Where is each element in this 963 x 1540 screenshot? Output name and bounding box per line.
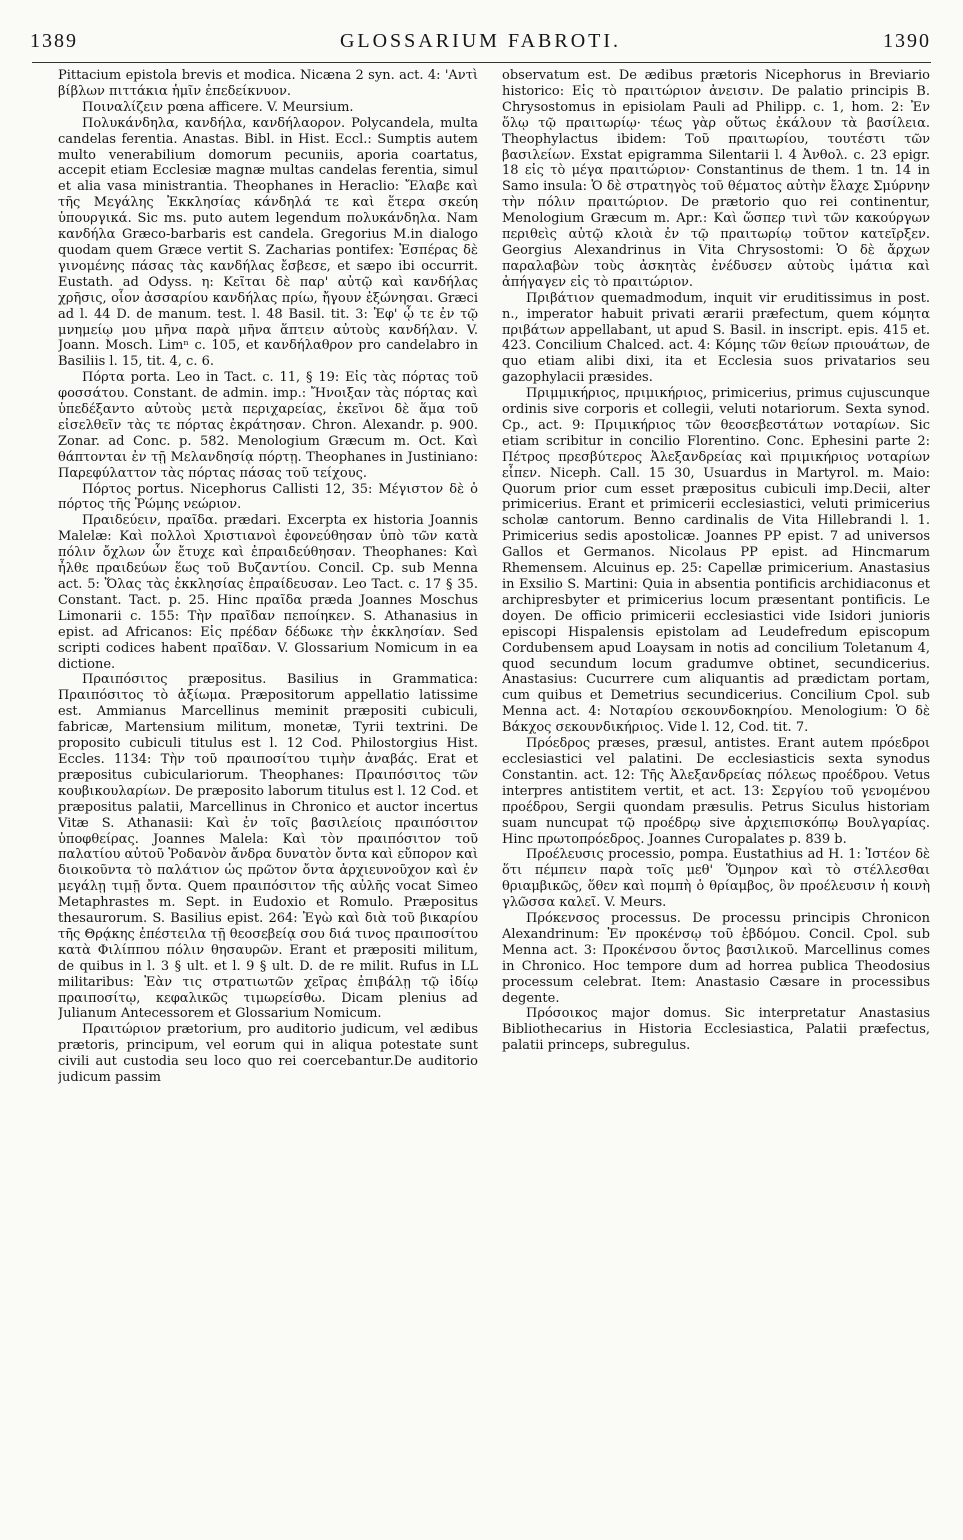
right-column xyxy=(502,68,930,1528)
glossary-entry: Πραιτώριον prætorium, pro auditorio judicum, vel ædibus prætoris, principum, vel eorum qui in aliqua potestate sunt civili aut custodia seu loco quo rei coercebantur.De auditorio judicum passim xyxy=(58,1022,478,1086)
glossary-entry: Προέλευσις processio, pompa. Eustathius ad H. 1: Ἰστέον δὲ ὅτι πέμπειν παρὰ τοῖς μεθ' Ὅμηρον καὶ τὸ στέλλεσθαι θριαμβικῶς, ὅθεν καὶ πομπὴ ὁ θρίαμβος, ὃν προέλευσιν ἡ κοινὴ γλῶσσα καλεῖ. V. Meurs. xyxy=(502,847,930,911)
page-number-right: 1390 xyxy=(883,30,931,52)
glossary-entry: Ποιναλίζειν pœna afficere. V. Meursium. xyxy=(82,99,354,115)
glossary-entry: Πόρτα porta. Leo in Tact. c. 11, § 19: Εἰς τὰς πόρτας τοῦ φοσσάτου. Constant. de admin. imp.: Ἤνοιξαν τὰς πόρτας καὶ ὑπεδέξαντο αὐτοὺς μετὰ περιχαρείας, ἐκεῖνοι δὲ ἅμα τοῦ εἰσελθεῖν τὰς τε πόρτας ἐκράτησαν. Chron. Alexandr. p. 900. Zonar. ad Conc. p. 582. Menologium Græcum m. Oct. Καὶ θάπτονται ἐν τῇ Μελανδησίᾳ πόρτῃ. Theophanes in Justiniano: Παρεφύλαττον τὰς πόρτας πάσας τοῦ τείχους. xyxy=(58,370,478,481)
page-number-left: 1389 xyxy=(30,30,78,52)
left-column xyxy=(58,68,478,1528)
glossary-entry: Πρόκενσος processus. De processu principis Chronicon Alexandrinum: Ἐν προκένσῳ τοῦ ἑβδόμου. Concil. Cpol. sub Menna act. 3: Προκένσου ὄντος βασιλικοῦ. Marcellinus comes in Chronico. Hoc tempore dum ad horrea publica Theodosius processum celebrat. Item: Anastasio Cæsare in processibus degente. xyxy=(502,911,930,1006)
glossary-entry: Πριμμικήριος, πριμικήριος, primicerius, primus cujuscunque ordinis sive corporis et collegii, veluti notariorum. Sexta synod. Cp., act. 9: Πριμικήριος τῶν θεοσεβεστάτων νοταρίων. Sic etiam scribitur in concilio Florentino. Conc. Ephesini parte 2: Πέτρος πρεσβύτερος Ἀλεξανδρείας καὶ πριμικήριος νοταρίων εἶπεν. Niceph. Call. 15 30, Usuardus in Martyrol. m. Maio: Quorum prior cum esset præpositus cubiculi imp.Decii, alter primicerius. Erant et primicerii ecclesiastici, veluti primicerius scholæ cantorum. Benno cardinalis de Vita Hillebrandi l. 1. Primicerius sedis apostolicæ. Joannes PP epist. 7 ad universos Gallos et Germanos. Nicolaus PP epist. ad Hincmarum Rhemensem. Alcuinus ep. 25: Capellæ primicerium. Anastasius in Exsilio S. Martini: Quia in absentia pontificis archidiaconus et archipresbyter et primicerius locum præsentant pontificis. Le doyen. De officio primicerii ecclesiastici vide Isidori junioris episcopi Hispalensis epistolam ad Leudefredum episcopum Cordubensem apud Loaysam in notis ad concilium Toletanum 4, quod secundum locum gradumve obtinet, secundicerius. Anastasius: Cucurrere cum aliquantis ad prædictam portam, cum quibus et Demetrius secundicerius. Concilium Cpol. sub Menna act. 4: Νοταρίου σεκουνδοκηρίου. Menologium: Ὁ δὲ Βάκχος σεκουνδικήριος. Vide l. 12, Cod. tit. 7. xyxy=(502,386,930,736)
header-rule xyxy=(32,62,931,63)
glossary-entry: Pittacium epistola brevis et modica. Nicæna 2 syn. act. 4: 'Αντὶ βίβλων πιττάκια ἡμῖν ἐπεδείκνυον. xyxy=(58,68,478,99)
glossary-entry: Πραιδεύειν, πραῖδα. prædari. Excerpta ex historia Joannis Malelæ: Καὶ πολλοὶ Χριστιανοὶ ἐφονεύθησαν ὑπὸ τῶν κατὰ πόλιν ὄχλων ὧν ἔτυχε καὶ ἐπραιδεύθησαν. Theophanes: Καὶ ἦλθε πραιδεύων ἕως τοῦ Βυζαντίου. Concil. Cp. sub Menna act. 5: Ὅλας τὰς ἐκκλησίας ἐπραίδευσαν. Leo Tact. c. 17 § 35. Constant. Tact. p. 25. Hinc πραῖδα præda Joannes Moschus Limonarii c. 155: Τὴν πραῖδαν πεποίηκεν. S. Athanasius in epist. ad Africanos: Εἰς πρέδαν δέδωκε τὴν ἐκκλησίαν. Sed scripti codices habent πραῖδαν. V. Glossarium Nomicum in ea dictione. xyxy=(58,513,478,672)
glossary-entry: Πρόεδρος præses, præsul, antistes. Erant autem πρόεδροι ecclesiastici vel palatini. De ecclesiasticis sexta synodus Constantin. act. 12: Τῆς Ἀλεξανδρείας πόλεως προέδρου. Vetus interpres antistitem vertit, et act. 13: Σεργίου τοῦ γενομένου προέδρου, Sergii quondam præsulis. Petrus Siculus historiam suam nuncupat τῷ προέδρῳ sive ἀρχιεπισκόπῳ Βουλγαρίας. Hinc πρωτοπρόεδρος. Joannes Curopalates p. 839 b. xyxy=(502,736,930,847)
glossary-entry: Πραιπόσιτος præpositus. Basilius in Grammatica: Πραιπόσιτος τὸ ἀξίωμα. Præpositorum appellatio latissime est. Ammianus Marcellinus meminit præpositi cubiculi, fabricæ, Martensium militum, monetæ, Tyrii textrini. De proposito cubiculi titulus est l. 12 Cod. Philostorgius Hist. Eccles. 1134: Τὴν τοῦ πραιποσίτου τιμὴν ἀναβάς. Erat et præpositus cubiculariorum. Theophanes: Πραιπόσιτος τῶν κουβικουλαρίων. De præposito laborum titulus est l. 12 Cod. et præpositus palatii, Marcellinus in Chronico et auctor incertus Vitæ S. Athanasii: Καὶ ἐν τοῖς βασιλείοις πραιπόσιτον ὑποφθείρας. Joannes Malela: Καὶ τὸν πραιπόσιτον τοῦ παλατίου αὐτοῦ Ῥοδανὸν ἄνδρα δυνατὸν ὄντα καὶ εὔπορον καὶ διοικοῦντα τὸ παλάτιον ὡς πρῶτον ὄντα ἀρχιευνοῦχον καὶ ἐν μεγάλῃ τιμῇ ὄντα. Quem πραιπόσιτον τῆς αὐλῆς vocat Simeo Metaphrastes m. Sept. in Eudoxio et Romulo. Præpositus thesaurorum. S. Basilius epist. 264: Ἐγὼ καὶ διὰ τοῦ βικαρίου τῆς Θρᾴκης ἐπέστειλα τῇ θεοσεβείᾳ σου διά τινος πραιποσίτου κατὰ Φιλίππου πόλιν θησαυρῶν. Erant et præpositi militum, de quibus in l. 3 § ult. et l. 9 § ult. D. de re milit. Rufus in LL militaribus: Ἐὰν τις στρατιωτῶν χεῖρας ἐπιβάλῃ τῷ ἰδίῳ πραιποσίτῳ, κεφαλικῶς τιμωρείσθω. Dicam plenius ad Julianum Antecessorem et Glossarium Nomicum. xyxy=(58,672,478,1022)
glossary-entry: Πολυκάνδηλα, κανδήλα, κανδήλαορον. Polycandela, multa candelas ferentia. Anastas. Bibl. in Hist. Eccl.: Sumptis autem multo venerabilium domorum pecuniis, aporia coartatus, accepit etiam Ecclesiæ magnæ multas candelas ferentia, simul et alia vasa ministrantia. Theophanes in Heraclio: Ἔλαβε καὶ τῆς Μεγάλης Ἐκκλησίας κάνδηλά τε καὶ ἕτερα σκεύη ὑπουργικά. Sic ms. puto autem legendum πολυκάνδηλα. Nam κανδήλα Græco-barbaris est candela. Gregorius M.in dialogo quodam quem Græce vertit S. Zacharias pontifex: Ἑσπέρας δὲ γινομένης πάσας τὰς κανδήλας ἔσβεσε, et sæpo ibi occurrit. Eustath. ad Odyss. η: Κεῖται δὲ παρ' αὐτῷ καὶ κανδήλας χρῆσις, οἷον ἀσσαρίου κανδήλας πρίω, ἤγουν ἐξώνησαι. Græci ad l. 44 D. de manum. test. l. 48 Basil. tit. 3: Ἐφ' ᾧ τε ἐν τῷ μνημείῳ μου μῆνα παρὰ μῆνα ἅπτειν αὐτοὺς κανδήλαν. V. Joann. Mosch. Limⁿ c. 105, et κανδήλαθρον pro candelabro in Basiliis l. 15, tit. 4, c. 6. xyxy=(58,115,478,370)
running-title: GLOSSARIUM FABROTI. xyxy=(339,30,622,52)
glossary-entry: observatum est. De ædibus prætoris Nicephorus in Breviario historico: Εἰς τὸ πραιτώριον ἀνεισιν. De palatio principis B. Chrysostomus in episiolam Pauli ad Philipp. c. 1, hom. 2: Ἐν ὅλῳ τῷ πραιτωρίῳ· τέως γὰρ οὕτως ἐκάλουν τὰ βασίλεια. Theophylactus ibidem: Τοῦ πραιτωρίου, τουτέστι τῶν βασιλείων. Exstat epigramma Silentarii l. 4 Ἀνθολ. c. 23 epigr. 18 εἰς τὸ μέγα πραιτώριον· Constantinus de them. 1 tn. 14 in Samo insula: Ὁ δὲ στρατηγὸς τοῦ θέματος αὐτὴν ἔλαχε Σμύρνην τὴν πόλιν πραιτώριον. De prætorio quo rei continentur, Menologium Græcum m. Apr.: Καὶ ὥσπερ τινὶ τῶν κακούργων περιθεὶς αὐτῷ κλοιὰ ἐν τῷ πραιτωρίῳ τοῦτον κατεῖρξεν. Georgius Alexandrinus in Vita Chrysostomi: Ὁ δὲ ἄρχων παραλαβὼν τοὺς ἀσκητὰς ἐνέδυσεν αὐτοὺς ἱμάτια καὶ ἀπήγαγεν εἰς τὸ πραιτώριον. xyxy=(502,68,930,290)
glossary-entry: Πριβάτιον quemadmodum, inquit vir eruditissimus in post. n., imperator habuit privati ærarii præfectum, quem κόμητα πριβάτων appellabant, ut apud S. Basil. in inscript. epis. 415 et. 423. Concilium Chalced. act. 4: Κόμης τῶν θείων πριουάτων, de quo etiam alibi dixi, ita et Ecclesia suos privatarios seu gazophylacii præsides. xyxy=(502,290,930,386)
glossary-entry: Πόρτος portus. Nicephorus Callisti 12, 35: Μέγιστον δὲ ὁ πόρτος τῆς Ῥώμης νεώριον. xyxy=(58,481,478,513)
glossary-entry: Πρόσοικος major domus. Sic interpretatur Anastasius Bibliothecarius in Historia Ecclesiastica, Palatii præfectus, palatii princeps, subregulus. xyxy=(502,1006,930,1054)
page-header xyxy=(30,30,931,60)
